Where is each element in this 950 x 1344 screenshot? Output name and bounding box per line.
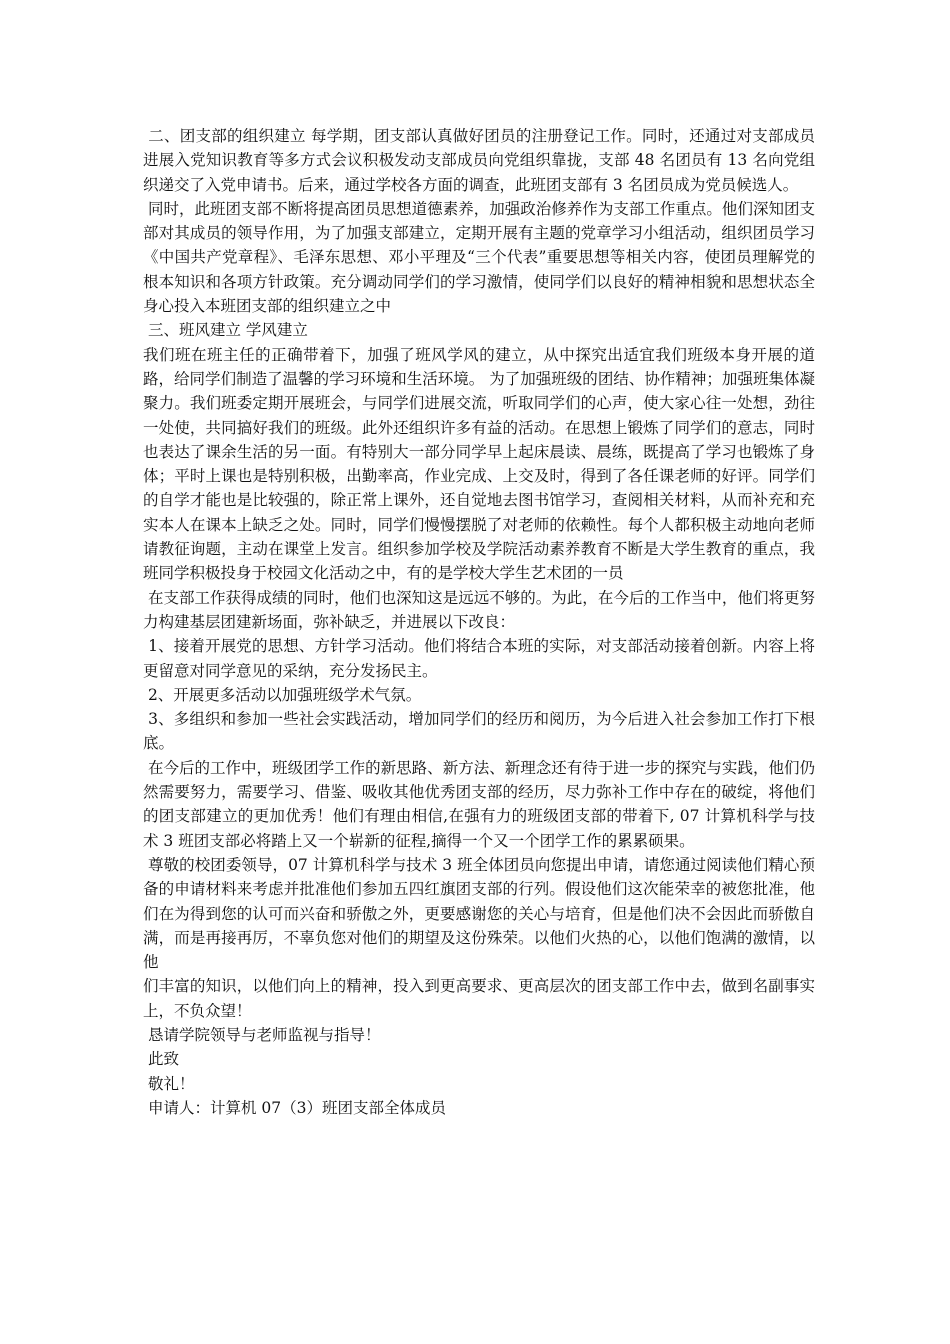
paragraph-future-work: 在今后的工作中，班级团学工作的新思路、新方法、新理念还有待于进一步的探究与实践，他们仍然需要努力，需要学习、借鉴、吸收其他优秀团支部的经历，尽力弥补工作中存在的破绽，将他们的团支部建立的更加优秀！他们有理由相信,在强有力的班级团支部的带着下, 07 计算机科学与技术 3 班团支部必将踏上又一个崭新的征程,摘得一个又一个团学工作的累累硕果。 — [143, 758, 815, 850]
section-heading-class-style: 三、班风建立 学风建立 — [143, 321, 308, 340]
closing-request: 恳请学院领导与老师监视与指导！ — [143, 1025, 381, 1044]
document-body — [143, 124, 815, 1120]
paragraph-political-study: 同时，此班团支部不断将提高团员思想道德素养，加强政治修养作为支部工作重点。他们深知团支部对其成员的领导作用，为了加强支部建立，定期开展有主题的党章学习小组活动，组织团员学习《中国共产党章程》、毛泽东思想、邓小平理及“三个代表”重要思想等相关内容，使团员理解党的根本知识和各项方针政策。充分调动同学们的学习激情，使同学们以良好的精神相貌和思想状态全身心投入本班团支部的组织建立之中 — [143, 199, 815, 316]
paragraph-application: 尊敬的校团委领导，07 计算机科学与技术 3 班全体团员向您提出申请，请您通过阅读他们精心预备的申请材料来考虑并批准他们参加五四红旗团支部的行列。假设他们这次能荣幸的被您批准，他们在为得到您的认可而兴奋和骄傲之外，更要感谢您的关心与培育，但是他们决不会因此而骄傲自满，而是再接再厉，不辜负您对他们的期望及这份殊荣。以他们火热的心，以他们饱满的激情，以他 — [143, 855, 815, 972]
paragraph-class-style: 我们班在班主任的正确带着下，加强了班风学风的建立，从中探究出适宜我们班级本身开展的道路，给同学们制造了温馨的学习环境和生活环境。 为了加强班级的团结、协作精神；加强班集体凝聚力。我们班委定期开展班会，与同学们进展交流，听取同学们的心声，使大家心往一处想，劲往一处使，共同搞好我们的班级。此外还组织许多有益的活动。在思想上锻炼了同学们的意志，同时也表达了课余生活的另一面。有特别大一部分同学早上起床晨读、晨练，既提高了学习也锻炼了身体；平时上课也是特别积极，出勤率高，作业完成、上交及时，得到了各任课老师的好评。同学们的自学才能也是比较强的，除正常上课外，还自觉地去图书馆学习，查阅相关材料，从而补充和充实本人在课本上缺乏之处。同时，同学们慢慢摆脱了对老师的依赖性。每个人都积极主动地向老师请教征询题，主动在课堂上发言。组织参加学校及学院活动素养教育不断是大学生教育的重点，我班同学积极投身于校园文化活动之中，有的是学校大学生艺术团的一员 — [143, 345, 815, 583]
list-item-1: 1、接着开展党的思想、方针学习活动。他们将结合本班的实际，对支部活动接着创新。内容上将更留意对同学意见的采纳，充分发扬民主。 — [143, 637, 815, 680]
paragraph-application-continued: 们丰富的知识，以他们向上的精神，投入到更高要求、更高层次的团支部工作中去，做到名副事实上，不负众望！ — [143, 977, 815, 1020]
closing-salutation: 此致 — [143, 1050, 179, 1069]
paragraph-organization: 二、团支部的组织建立 每学期，团支部认真做好团员的注册登记工作。同时，还通过对支部成员进展入党知识教育等多方式会议积极发动支部成员向党组织靠拢，支部 48 名团员有 13 名向党组织递交了入党申请书。后来，通过学校各方面的调查，此班团支部有 3 名团员成为党员候选人。 — [143, 127, 815, 194]
closing-regards: 敬礼！ — [143, 1074, 195, 1093]
list-item-2: 2、开展更多活动以加强班级学术气氛。 — [143, 685, 422, 704]
applicant-signature: 申请人：计算机 07（3）班团支部全体成员 — [143, 1098, 446, 1117]
list-item-3: 3、多组织和参加一些社会实践活动，增加同学们的经历和阅历，为今后进入社会参加工作打下根底。 — [143, 710, 815, 753]
paragraph-improvement-intro: 在支部工作获得成绩的同时，他们也深知这是远远不够的。为此，在今后的工作当中，他们将更努力构建基层团建新场面，弥补缺乏，并进展以下改良： — [143, 588, 815, 631]
